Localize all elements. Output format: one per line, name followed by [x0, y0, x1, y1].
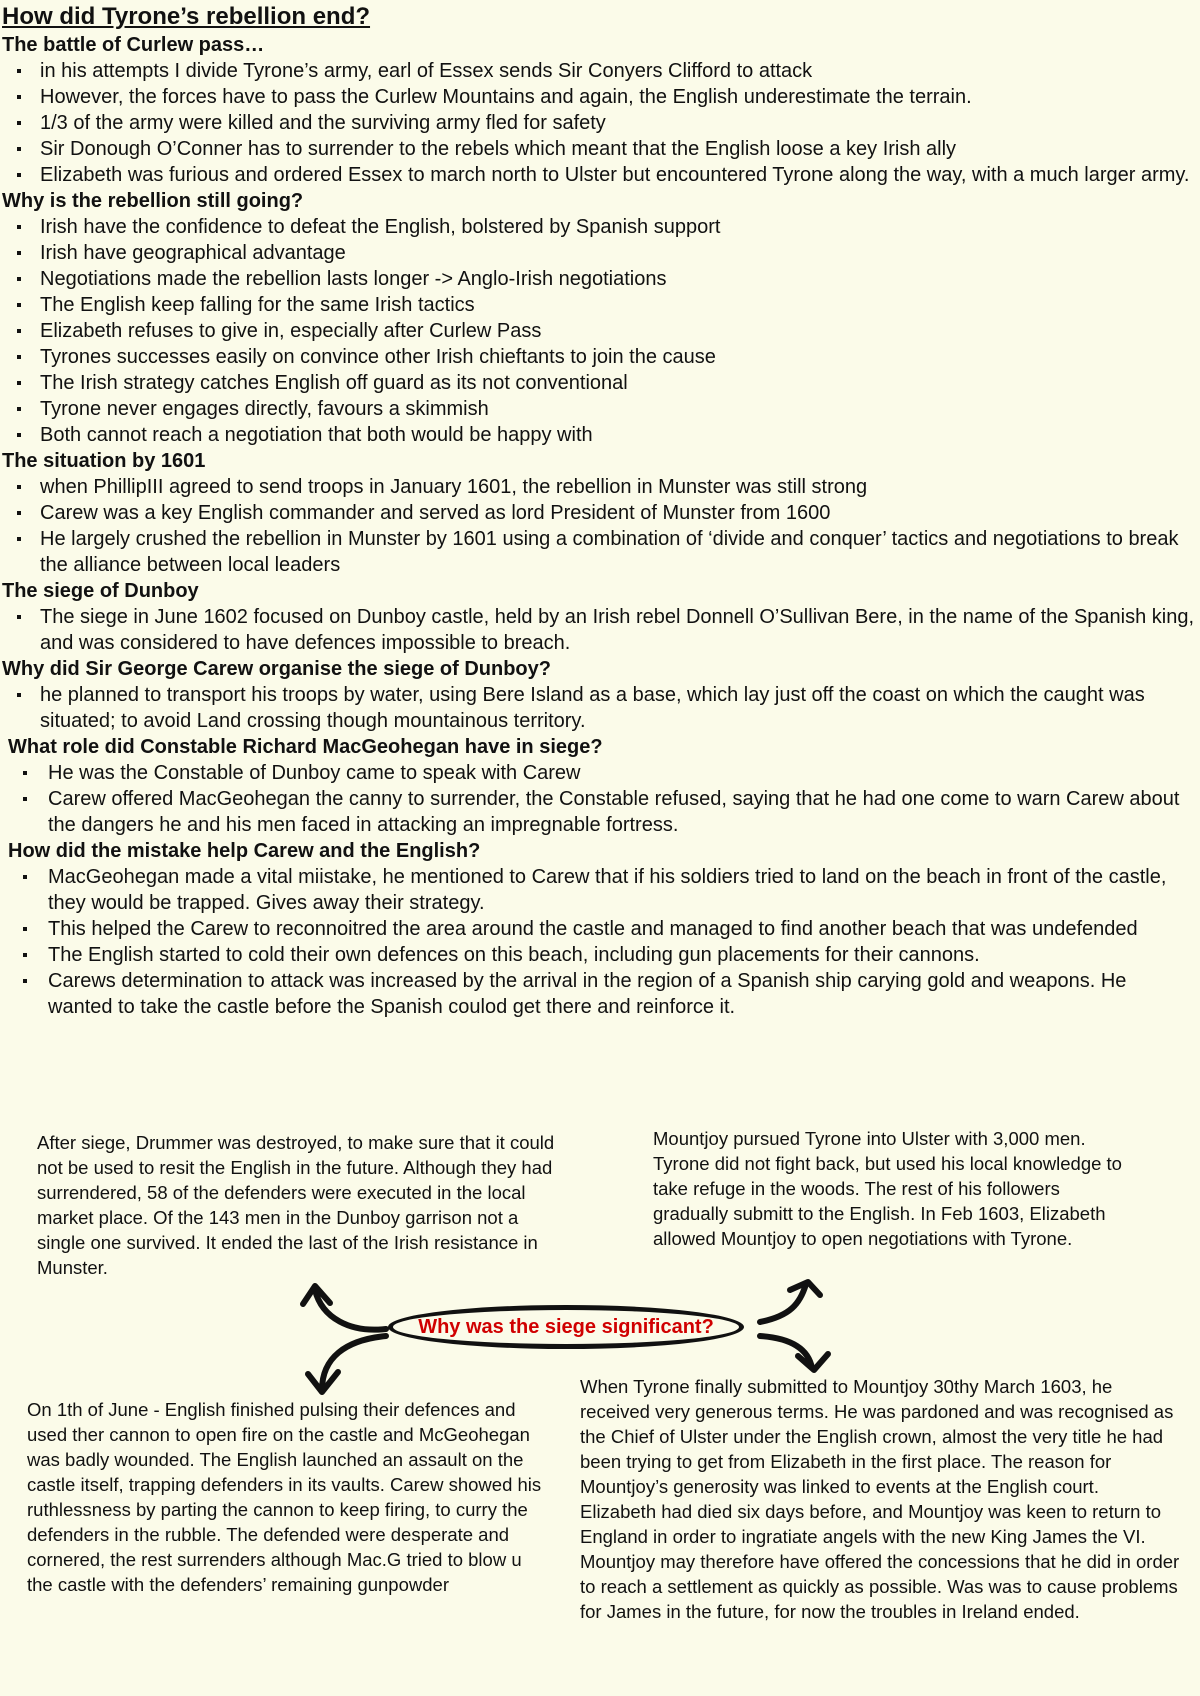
note-june-assault: On 1th of June - English finished pulsing their defences and used ther cannon to open fire on the castle and McGeohegan was badly wounded. The English launched an assault on the castle itself, trapping defenders in its vaults. Carew showed his ruthlessness by parting the cannon to keep firing, to curry the defenders in the rubble. The defended were desperate and cornered, the rest surrenders although Mac.G tried to blow u the castle with the defenders’ remaining gunpowder	[27, 1399, 542, 1595]
bullet-item: Elizabeth refuses to give in, especially after Curlew Pass	[2, 318, 1196, 344]
bullet-item: he planned to transport his troops by water, using Bere Island as a base, which lay just off the coast on which the caught was situated; to avoid Land crossing though mountainous territory.	[2, 682, 1196, 734]
page-title: How did Tyrone’s rebellion end?	[2, 3, 371, 30]
bullet-list	[2, 474, 1196, 578]
bullet-item: Elizabeth was furious and ordered Essex to march north to Ulster but encountered Tyrone along the way, with a much larger army.	[2, 162, 1196, 188]
bullet-item: The Irish strategy catches English off guard as its not conventional	[2, 370, 1196, 396]
section-heading: What role did Constable Richard MacGeohegan have in siege?	[8, 736, 603, 758]
bullet-item: The English started to cold their own defences on this beach, including gun placements for their cannons.	[2, 942, 1196, 968]
bullet-list	[2, 760, 1196, 838]
note-after-siege: After siege, Drummer was destroyed, to make sure that it could not be used to resit the English in the future. Although they had surrendered, 58 of the defenders were executed in the local market place. Of the 143 men in the Dunboy garrison not a single one survived. It ended the last of the Irish resistance in Munster.	[37, 1132, 555, 1278]
bullet-item: Tyrones successes easily on convince other Irish chieftants to join the cause	[2, 344, 1196, 370]
bullet-item: Carews determination to attack was increased by the arrival in the region of a Spanish ship carying gold and weapons. He wanted to take the castle before the Spanish coulod get there and reinforce it.	[2, 968, 1196, 1020]
bullet-item: Negotiations made the rebellion lasts longer -> Anglo-Irish negotiations	[2, 266, 1196, 292]
section-heading: How did the mistake help Carew and the English?	[8, 840, 481, 862]
bullet-item: Irish have geographical advantage	[2, 240, 1196, 266]
section-heading: The battle of Curlew pass…	[2, 34, 265, 56]
section-heading: Why is the rebellion still going?	[2, 190, 304, 212]
bullet-item: in his attempts I divide Tyrone’s army, earl of Essex sends Sir Conyers Clifford to attack	[2, 58, 1196, 84]
bullet-item: MacGeohegan made a vital miistake, he mentioned to Carew that if his soldiers tried to land on the beach in front of the castle, they would be trapped. Gives away their strategy.	[2, 864, 1196, 916]
arrow-to-submitted	[760, 1336, 828, 1370]
bullet-item: However, the forces have to pass the Curlew Mountains and again, the English underestimate the terrain.	[2, 84, 1196, 110]
bullet-list	[2, 604, 1196, 656]
bullet-item: Sir Donough O’Conner has to surrender to the rebels which meant that the English loose a key Irish ally	[2, 136, 1196, 162]
arrow-to-after-siege	[303, 1286, 386, 1330]
section-0	[2, 32, 1196, 188]
bullet-list	[2, 864, 1196, 1020]
bullet-item: Carew offered MacGeohegan the canny to surrender, the Constable refused, saying that he had one come to warn Carew about the dangers he and his men faced in attacking an impregnable fortress.	[2, 786, 1196, 838]
bullet-list	[2, 58, 1196, 188]
section-heading: The situation by 1601	[2, 450, 206, 472]
center-question: Why was the siege significant?	[418, 1315, 714, 1338]
bullet-item: He largely crushed the rebellion in Munster by 1601 using a combination of ‘divide and conquer’ tactics and negotiations to break the alliance between local leaders	[2, 526, 1196, 578]
arrow-to-june	[308, 1336, 386, 1392]
section-4	[2, 656, 1196, 734]
bullet-list	[2, 682, 1196, 734]
bullet-item: He was the Constable of Dunboy came to speak with Carew	[2, 760, 1196, 786]
section-6	[2, 838, 1196, 1020]
note-mountjoy-pursued: Mountjoy pursued Tyrone into Ulster with 3,000 men. Tyrone did not fight back, but used his local knowledge to take refuge in the woods. The rest of his followers gradually submitt to the English. In Feb 1603, Elizabeth allowed Mountjoy to open negotiations with Tyrone.	[653, 1128, 1122, 1249]
bullet-item: Both cannot reach a negotiation that both would be happy with	[2, 422, 1196, 448]
note-tyrone-submitted: When Tyrone finally submitted to Mountjoy 30thy March 1603, he received very generous terms. He was pardoned and was recognised as the Chief of Ulster under the English crown, almost the very title he had been trying to get from Elizabeth in the first place. The reason for Mountjoy’s generosity was linked to events at the English court. Elizabeth had died six days before, and Mountjoy was keen to return to England in order to ingratiate angels with the new King James the VI. Mountjoy may therefore have offered the concessions that he did in order to reach a settlement as quickly as possible. Was was to cause problems for James in the future, for now the troubles in Ireland ended.	[580, 1376, 1180, 1622]
sections-container	[2, 32, 1196, 1020]
bullet-item: Carew was a key English commander and served as lord President of Munster from 1600	[2, 500, 1196, 526]
section-5	[2, 734, 1196, 838]
bullet-item: This helped the Carew to reconnoitred the area around the castle and managed to find another beach that was undefended	[2, 916, 1196, 942]
section-1	[2, 188, 1196, 448]
section-3	[2, 578, 1196, 656]
bullet-item: The siege in June 1602 focused on Dunboy castle, held by an Irish rebel Donnell O’Sullivan Bere, in the name of the Spanish king, and was considered to have defences impossible to breach.	[2, 604, 1196, 656]
section-2	[2, 448, 1196, 578]
bullet-item: Tyrone never engages directly, favours a skimmish	[2, 396, 1196, 422]
arrow-to-mountjoy	[760, 1282, 820, 1322]
bullet-item: when PhillipIII agreed to send troops in January 1601, the rebellion in Munster was still strong	[2, 474, 1196, 500]
section-heading: Why did Sir George Carew organise the siege of Dunboy?	[2, 658, 551, 680]
section-heading: The siege of Dunboy	[2, 580, 199, 602]
bullet-item: Irish have the confidence to defeat the English, bolstered by Spanish support	[2, 214, 1196, 240]
bullet-item: The English keep falling for the same Irish tactics	[2, 292, 1196, 318]
bullet-list	[2, 214, 1196, 448]
center-oval	[388, 1305, 744, 1349]
bullet-item: 1/3 of the army were killed and the surviving army fled for safety	[2, 110, 1196, 136]
